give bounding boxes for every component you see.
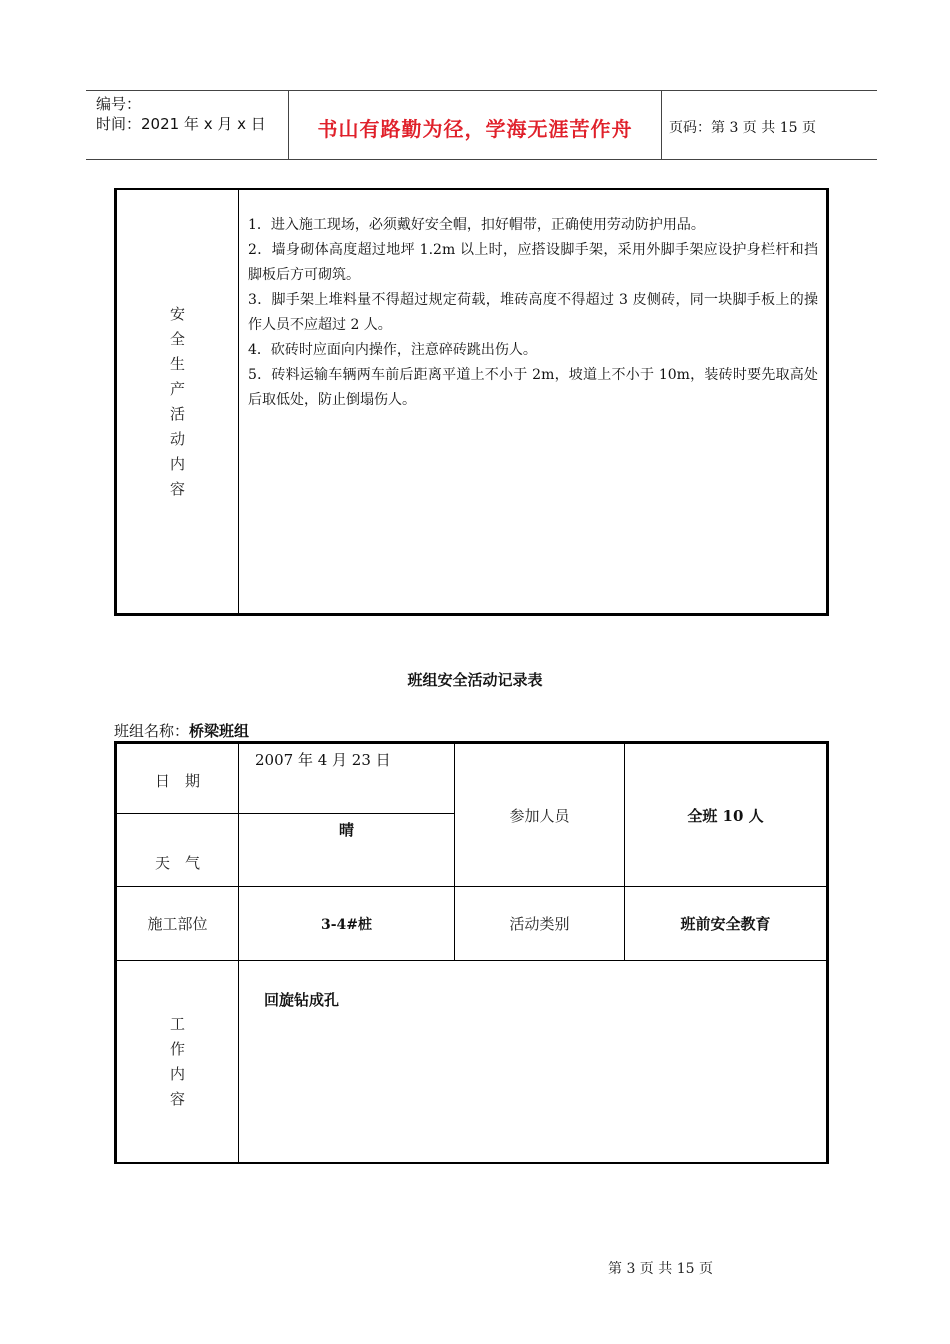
table-border-right <box>826 741 829 1164</box>
page-footer: 第 3 页 共 15 页 <box>608 1261 713 1277</box>
page-header <box>86 90 877 160</box>
weather-label: 天 气 <box>154 853 200 872</box>
safety-content-label-char: 安 <box>169 304 185 323</box>
weather-value: 晴 <box>338 820 354 839</box>
work-content-label-cell <box>117 961 238 1162</box>
header-left-cell <box>86 91 288 159</box>
safety-content-label-char: 容 <box>169 479 185 498</box>
safety-content-label-char: 全 <box>169 329 185 348</box>
team-name-value: 桥梁班组 <box>189 722 250 740</box>
work-content-label-char: 容 <box>169 1089 185 1108</box>
safety-rule-item: 3．脚手架上堆料量不得超过规定荷载，堆砖高度不得超过 3 皮侧砖，同一块脚手板上的操作人员不应超过 2 人。 <box>248 292 818 333</box>
work-content-label <box>170 1012 185 1112</box>
category-label: 活动类别 <box>509 915 570 933</box>
safety-content-label-char: 内 <box>169 454 185 473</box>
header-motto: 书山有路勤为径，学海无涯苦作舟 <box>317 117 633 141</box>
table-border-bottom <box>114 613 829 616</box>
site-label: 施工部位 <box>147 915 208 933</box>
participants-label: 参加人员 <box>509 806 570 825</box>
date-label: 日 期 <box>154 772 200 790</box>
safety-content-label-char: 活 <box>169 404 185 423</box>
activity-record-table <box>114 741 829 1164</box>
safety-rule-item: 2．墙身砌体高度超过地坪 1.2m 以上时，应搭设脚手架，采用外脚手架应设护身栏杆和挡脚板后方可砌筑。 <box>248 242 818 283</box>
safety-content-label-char: 动 <box>169 429 185 448</box>
work-content-label-char: 作 <box>169 1039 185 1058</box>
header-motto-cell <box>288 91 662 159</box>
participants-value: 全班 10 人 <box>687 806 764 825</box>
header-page-label: 页码：第 3 页 共 15 页 <box>669 120 816 136</box>
table-column-divider <box>238 188 239 616</box>
safety-rule-item: 4．砍砖时应面向内操作，注意碎砖跳出伤人。 <box>248 342 537 358</box>
safety-content-label-char: 产 <box>169 379 185 398</box>
date-value: 2007 年 4 月 23 日 <box>255 750 391 769</box>
table-border-right <box>826 188 829 616</box>
safety-content-label <box>170 302 185 502</box>
site-value: 3-4#桩 <box>320 916 373 933</box>
header-number-label: 编号： <box>96 95 142 113</box>
form-title: 班组安全活动记录表 <box>407 671 543 689</box>
safety-rule-item: 5．砖料运输车辆两车前后距离平道上不小于 2m，坡道上不小于 10m，装砖时要先取高处后取低处，防止倒塌伤人。 <box>248 367 818 408</box>
work-content-value: 回旋钻成孔 <box>264 991 340 1009</box>
safety-content-label-cell <box>117 190 238 613</box>
header-page-cell <box>661 91 877 159</box>
table-border-bottom <box>114 1162 829 1164</box>
work-content-label-char: 内 <box>169 1064 185 1083</box>
safety-content-list <box>248 213 818 413</box>
safety-content-label-char: 生 <box>169 354 185 373</box>
header-time-label: 时间：2021 年 x 月 x 日 <box>96 115 266 133</box>
category-value: 班前安全教育 <box>680 915 771 933</box>
safety-rule-item: 1．进入施工现场，必须戴好安全帽，扣好帽带，正确使用劳动防护用品。 <box>248 217 705 233</box>
team-name-label: 班组名称： <box>114 722 190 740</box>
work-content-label-char: 工 <box>169 1014 185 1033</box>
safety-content-table <box>114 188 829 616</box>
team-name-line <box>114 720 249 741</box>
